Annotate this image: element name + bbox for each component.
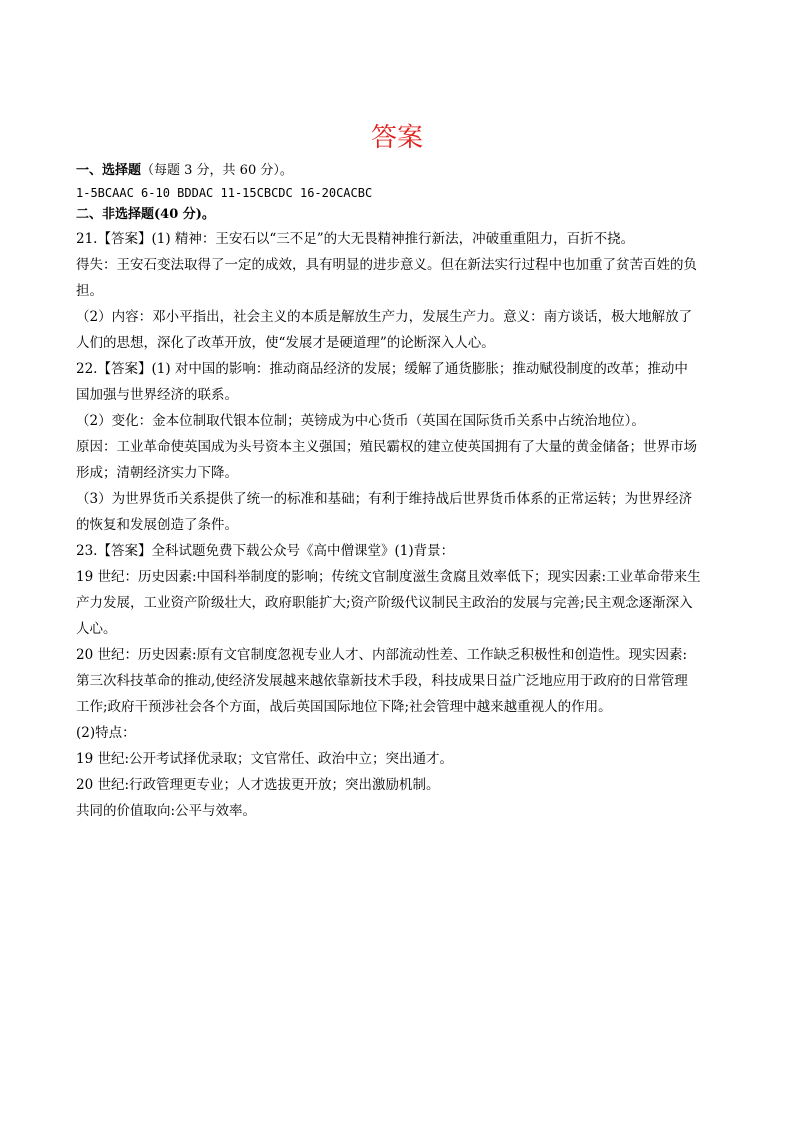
- text-line: 20 世纪:行政管理更专业；人才选拔更开放；突出激励机制。: [76, 777, 440, 793]
- text-line: 第三次科技革命的推动,使经济发展越来越依靠新技术手段，科技成果日益广泛地应用于政府的日常管理: [76, 673, 688, 689]
- text-line: 19 世纪：历史因素:中国科举制度的影响；传统文官制度滋生贪腐且效率低下；现实因素:工业革命带来生: [76, 569, 701, 585]
- text-line: 担。: [76, 283, 103, 299]
- text-line: 20 世纪：历史因素:原有文官制度忽视专业人才、内部流动性差、工作缺乏积极性和创造性。现实因素:: [76, 647, 688, 663]
- section-1-heading: 一、选择题: [76, 163, 142, 178]
- choice-answers: 1-5BCAAC 6-10 BDDAC 11-15CBCDC 16-20CACBC: [76, 186, 373, 200]
- text-line: （3）为世界货币关系提供了统一的标准和基础；有利于维持战后世界货币体系的正常运转；为世界经济: [76, 491, 693, 507]
- text-line: 的恢复和发展创造了条件。: [76, 517, 238, 533]
- section-2-header: [76, 204, 721, 226]
- section-1-note: （每题 3 分，共 60 分）。: [141, 163, 293, 178]
- text-line: 共同的价值取向:公平与效率。: [76, 803, 257, 819]
- text-line: （2）内容：邓小平指出，社会主义的本质是解放生产力，发展生产力。意义：南方谈话，极大地解放了: [76, 309, 693, 325]
- text-line: 21.【答案】(1) 精神：王安石以“三不足”的大无畏精神推行新法，冲破重重阻力，百折不挠。: [76, 231, 635, 247]
- text-line: 22.【答案】(1) 对中国的影响：推动商品经济的发展；缓解了通货膨胀；推动赋役制度的改革；推动中: [76, 361, 688, 377]
- text-line: 原因：工业革命使英国成为头号资本主义强国；殖民霸权的建立使英国拥有了大量的黄金储备；世界市场: [76, 439, 697, 455]
- answer-content: [76, 160, 721, 824]
- text-line: 人心。: [76, 621, 117, 637]
- text-line: 工作;政府干预涉社会各个方面，战后英国国际地位下降;社会管理中越来越重视人的作用。: [76, 699, 612, 715]
- section-2-heading: 二、非选择题: [76, 207, 155, 222]
- text-line: 人们的思想，深化了改革开放，使“发展才是硬道理”的论断深入人心。: [76, 335, 495, 351]
- text-line: (2)特点：: [76, 725, 136, 741]
- text-line: 产力发展，工业资产阶级壮大，政府职能扩大;资产阶级代议制民主政治的发展与完善;民主观念逐渐深入: [76, 595, 693, 611]
- text-line: 23.【答案】全科试题免费下载公众号《高中僧课堂》(1)背景：: [76, 543, 455, 559]
- text-line: 得失：王安石变法取得了一定的成效，具有明显的进步意义。但在新法实行过程中也加重了贫苦百姓的负: [76, 257, 697, 273]
- text-line: 19 世纪:公开考试择优录取；文官常任、政治中立；突出通才。: [76, 751, 454, 767]
- page-title: 答案: [370, 123, 423, 153]
- text-line: 形成；清朝经济实力下降。: [76, 465, 238, 481]
- section-2-note: (40 分)。: [154, 207, 215, 222]
- text-line: 国加强与世界经济的联系。: [76, 387, 238, 403]
- section-1-header: [76, 160, 721, 182]
- text-line: （2）变化：金本位制取代银本位制；英镑成为中心货币（英国在国际货币关系中占统治地位）。: [76, 413, 645, 429]
